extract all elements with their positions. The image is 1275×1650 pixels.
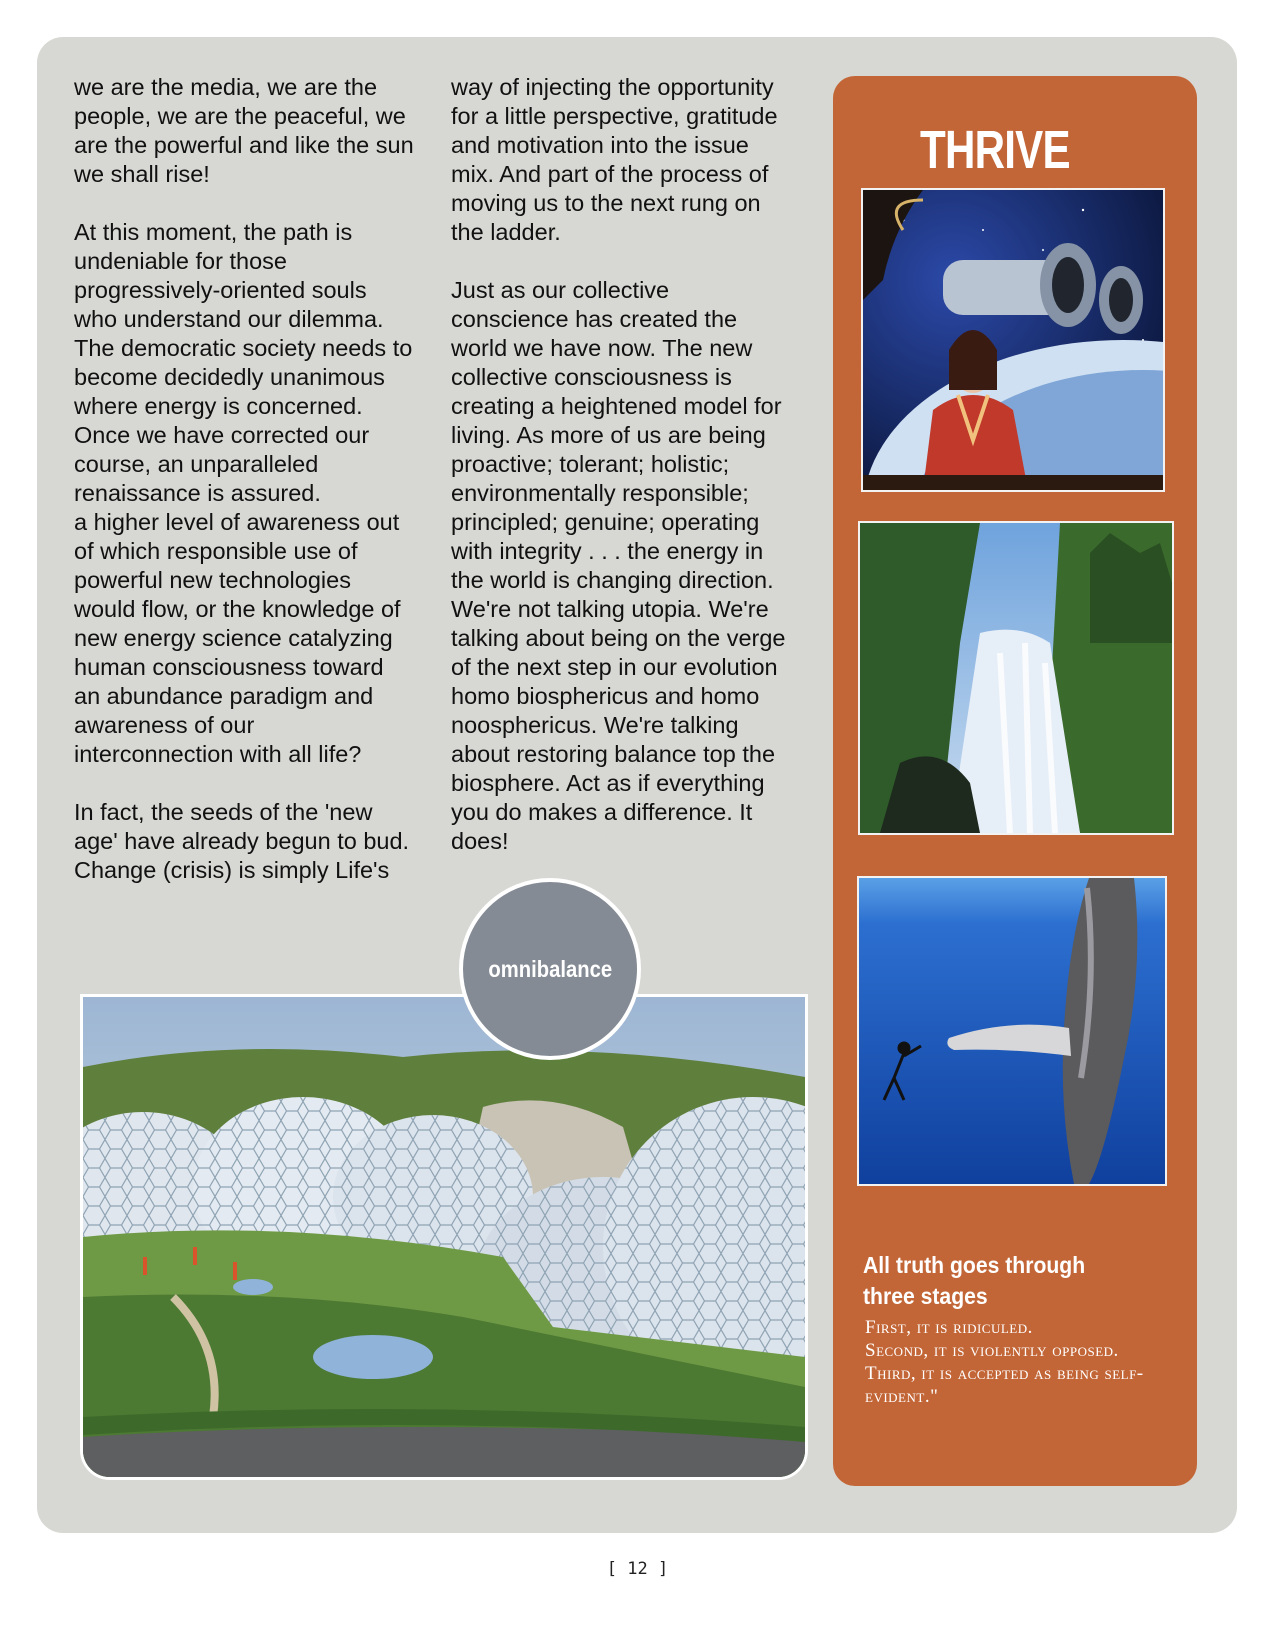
quote-heading: All truth goes through three stages [863,1252,1086,1309]
quote-line: First, it is ridiculed. [865,1317,1033,1338]
article-column-2: way of injecting the opportunity for a little perspective, gratitude and motivation into the issue mix. And part of the process of moving us to the next rung on the ladder. Just as our collective conscience has created the world we have now. The new collective consciousness is creating a heightened model for living. As more of us are being proactive; tolerant; holistic; environmentally responsible; principled; genuine; operating with integrity . . . the energy in the world is changing direction. We're not talking utopia. We're talking about being on the verge of the next step in our evolution homo biosphericus and homo noosphericus. We're talking about restoring balance top the biosphere. Act as if everything you do makes a difference. It does! [451,74,786,854]
quote-body [865,1316,1165,1408]
page-number: [ 12 ] [606,1559,669,1579]
quote-line: Second, it is violently opposed. [865,1340,1119,1361]
quote-line: Third, it is accepted as being self-evident." [865,1363,1144,1407]
article-column-1: we are the media, we are the people, we are the peaceful, we are the powerful and like the sun we shall rise! At this moment, the path is undeniable for those progressively-oriented souls who understand our dilemma. The democratic society needs to become decidedly unanimous where energy is concerned. Once we have corrected our course, an unparalleled renaissance is assured. a higher level of awareness out of which responsible use of powerful new technologies would flow, or the knowledge of new energy science catalyzing human consciousness toward an abundance paradigm and awareness of our interconnection with all life? In fact, the seeds of the 'new age' have already begun to bud. Change (crisis) is simply Life's [74,74,414,883]
space-collage-photo [861,188,1165,492]
whale-diver-photo [857,876,1167,1186]
sidebar-title: THRIVE [920,120,1070,180]
badge-label: omnibalance [488,955,612,982]
biodome-photo [80,994,808,1480]
waterfall-photo [858,521,1174,835]
omnibalance-badge [459,878,641,1060]
